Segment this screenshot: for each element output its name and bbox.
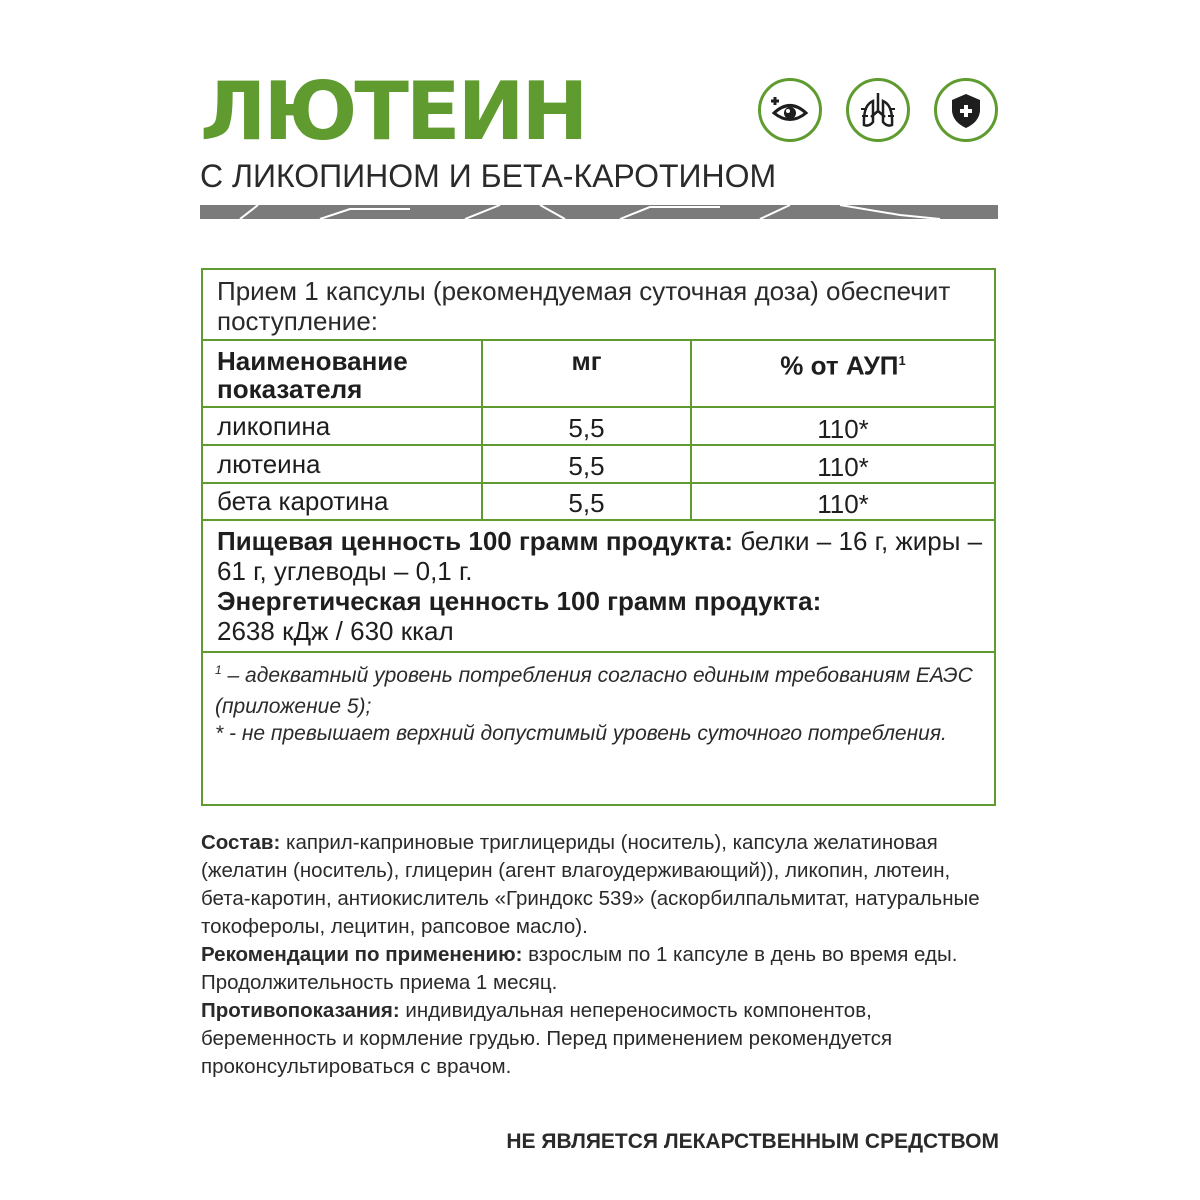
footnote-2: * - не превышает верхний допустимый уровень суточного потребления. xyxy=(215,722,947,745)
composition-label: Состав: xyxy=(201,831,281,854)
divider xyxy=(203,406,994,408)
row-name: лютеина xyxy=(217,449,321,479)
product-info xyxy=(201,829,1001,1081)
row-mg: 5,5 xyxy=(568,413,605,443)
usage-text: взрослым по 1 капсуле в день во время еды. Продолжительность приема 1 месяц. xyxy=(201,943,958,994)
divider xyxy=(203,651,994,653)
row-mg: 5,5 xyxy=(568,488,605,518)
usage xyxy=(201,941,1001,997)
row-pct: 110* xyxy=(817,452,869,482)
nutrition-label: Пищевая ценность 100 грамм продукта: xyxy=(217,526,734,556)
column-header-mg: мг xyxy=(571,346,602,376)
product-title: ЛЮТЕИН xyxy=(200,65,586,158)
contra-text: индивидуальная непереносимость компонентов, беременность и кормление грудью. Перед применением рекомендуется проконсультироваться с врачом. xyxy=(201,999,893,1078)
contraindications xyxy=(201,997,1001,1081)
decorative-stripe xyxy=(200,205,998,219)
composition xyxy=(201,829,1001,941)
footnote-1 xyxy=(215,655,985,722)
nutrition-values xyxy=(217,526,987,646)
divider xyxy=(203,519,994,521)
divider xyxy=(203,482,994,484)
usage-label: Рекомендации по применению: xyxy=(201,943,523,966)
footnote-ref: 1 xyxy=(898,353,906,368)
row-name: бета каротина xyxy=(217,486,389,516)
column-header-aup xyxy=(692,347,994,380)
row-mg: 5,5 xyxy=(568,451,605,481)
divider xyxy=(203,444,994,446)
row-pct: 110* xyxy=(817,489,869,519)
footnote-1-text: – адекватный уровень потребления согласно единым требованиям ЕАЭС (приложение 5); xyxy=(215,664,973,718)
shield-cross-icon xyxy=(934,78,998,142)
eye-care-icon xyxy=(758,78,822,142)
nutrition-text: белки – 16 г, жиры – 61 г, углеводы – 0,1 г. xyxy=(217,526,983,586)
energy-text: 2638 кДж / 630 ккал xyxy=(217,616,454,646)
contra-label: Противопоказания: xyxy=(201,999,400,1022)
row-pct: 110* xyxy=(817,414,869,444)
footnote-mark: 1 xyxy=(215,663,222,677)
column-header-aup-label: % от АУП xyxy=(780,350,899,381)
disclaimer: НЕ ЯВЛЯЕТСЯ ЛЕКАРСТВЕННЫМ СРЕДСТВОМ xyxy=(506,1130,999,1153)
energy-label: Энергетическая ценность 100 грамм продукта: xyxy=(217,586,822,616)
composition-text: каприл-каприновые триглицериды (носитель), капсула желатиновая (желатин (носитель), глицерин (агент влагоудерживающий)), ликопин, лютеин, бета-каротин, антиокислитель «Гриндокс 539» (аскорбилпальмитат, натуральные токоферолы, лецитин, рапсовое масло). xyxy=(201,831,980,938)
divider xyxy=(203,339,994,341)
nutrition-table xyxy=(201,268,996,806)
row-name: ликопина xyxy=(217,411,331,441)
lungs-icon xyxy=(846,78,910,142)
column-header-name: Наименование показателя xyxy=(217,346,408,404)
product-subtitle: С ЛИКОПИНОМ И БЕТА-КАРОТИНОМ xyxy=(200,158,777,194)
table-intro: Прием 1 капсулы (рекомендуемая суточная доза) обеспечит поступление: xyxy=(217,276,951,336)
